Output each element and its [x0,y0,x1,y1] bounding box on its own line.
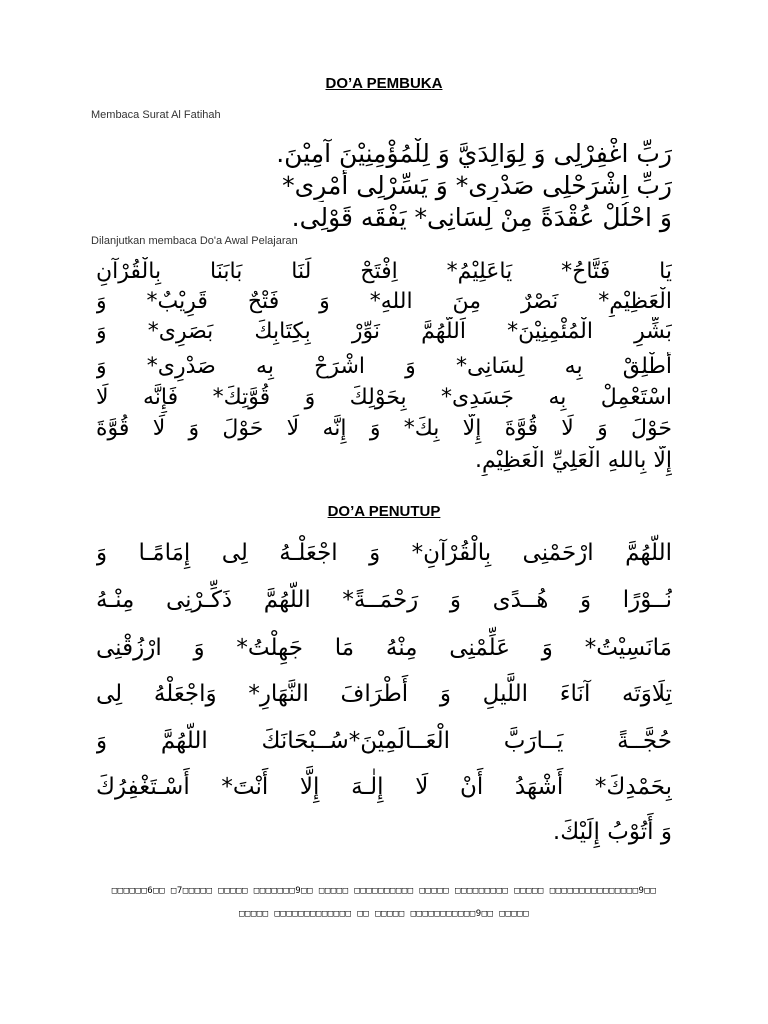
arabic-line: حُجَّــةً يَــارَبَّ الْعَــالَمِيْنَ*سُــبْحَانَكَ اللّهُمَّ وَ [96,728,672,754]
arabic-line: الْعَظِيْمِ* نَصْرٌ مِنَ اللهِ* وَ فَتْحٌ قَرِيْبٌ* وَ [96,289,672,314]
arabic-line: وَ احْلُلْ عُقْدَةً مِنْ لِسَانِى* يَفْقَه قَوْلِى. [291,203,672,232]
arabic-line: اسْتَعْمِلْ بِه جَسَدِى* بِحَوْلِكَ وَ قُوَّتِكَ* فَإِنَّه لَا [96,385,672,410]
arabic-line: اللّهُمَّ ارْحَمْنِى بِالْقُرْآنِ* وَ اجْعَلْـهُ لِى إِمَامًـا وَ [96,540,672,566]
arabic-line: أَطْلِقْ بِه لِسَانِى* وَ اشْرَحْ بِه صَدْرِى* وَ [96,354,672,379]
arabic-line: إِلَّا بِاللهِ الْعَلِيِّ الْعَظِيْمِ. [474,448,672,473]
fatihah-instruction: Membaca Surat Al Fatihah [91,109,221,121]
doa-penutup-title: DO’A PENUTUP [327,503,441,520]
arabic-line: بَشِّرِ الْمُئْمِنِيْنَ* اَللّهُمَّ نَوِّرْ بِكِتَابِكَ بَصَرِى* وَ [96,319,672,344]
arabic-line: رَبِّ اِشْرَحْلِى صَدْرِى* وَ يَسِّرْلِى أَمْرِى* [282,171,672,200]
doa-pembuka-title: DO’A PEMBUKA [325,75,443,92]
arabic-line: وَ أَتُوْبُ إِلَيْكَ. [552,819,672,845]
arabic-line: بِحَمْدِكَ* أَشْهَدُ أَنْ لَا إِلٰـهَ إِلَّا أَنْتَ* أَسْـتَغْفِرُكَ [96,774,672,800]
arabic-line: رَبِّ اغْفِرْلِى وَ لِوَالِدَيَّ وَ لِلْمُؤْمِنِيْنَ آمِيْنَ. [276,139,672,168]
arabic-line: مَانَسِيْتُ* وَ عَلِّمْنِى مِنْهُ مَا جَهِلْتُ* وَ ارْزُقْنِى [96,635,672,661]
arabic-line: نُــوْرًا وَ هُــدًى وَ رَحْمَــةً* اللّهُمَّ ذَكِّـرْنِى مِنْـهُ [96,587,672,613]
footer-garbled-line: □□□□□ □□□□□□□□□□□□□ □□ □□□□□ □□□□□□□□□□□9□□ □□□□□ [238,909,529,919]
arabic-line: حَوْلَ وَ لَا قُوَّةَ إِلَّا بِكَ* وَ إِنَّه لَا حَوْلَ وَ لَا قُوَّةَ [96,416,672,441]
arabic-line: يَا فَتَّاحُ* يَاعَلِيْمُ* اِفْتَحْ لَنَا بَابَنَا بِالْقُرْآنِ [96,259,672,284]
awal-pelajaran-instruction: Dilanjutkan membaca Do'a Awal Pelajaran [91,235,298,247]
footer-garbled-line: □□□□□□6□□ □7□□□□□ □□□□□ □□□□□□□9□□ □□□□□ □□□□□□□□□□ □□□□□ □□□□□□□□□ □□□□□ □□□□□□□□□□□□□□□9□□ [111,886,657,896]
arabic-line: تِلَاوَتَه آنَاءَ اللَّيلِ وَ أَطْرَافَ النَّهَارِ* وَاجْعَلْهُ لِى [96,681,672,707]
